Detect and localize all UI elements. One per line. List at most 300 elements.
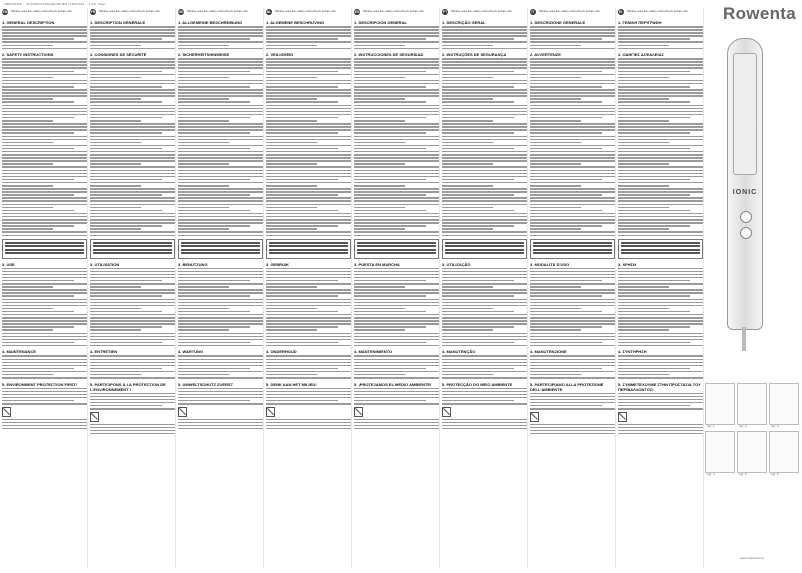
text-line: [530, 283, 615, 285]
figure-3: [769, 383, 799, 425]
text-line: [354, 222, 439, 224]
text-line: [442, 41, 527, 43]
text-line: [178, 292, 263, 294]
text-line: [530, 58, 615, 60]
text-line: [618, 427, 703, 429]
text-line: [530, 345, 615, 347]
text-line: [442, 302, 527, 304]
text-line: [354, 179, 426, 181]
text-line: [90, 365, 175, 367]
text-line: [618, 371, 703, 373]
text-line: [2, 132, 74, 134]
text-line: [442, 228, 493, 230]
text-line: [442, 48, 527, 50]
text-line: [2, 222, 87, 224]
text-line: [2, 371, 87, 373]
text-line: [90, 280, 162, 282]
text-line: [90, 299, 175, 301]
text-line: [354, 120, 405, 122]
text-line: [354, 163, 405, 165]
text-line: [178, 388, 263, 390]
recycling-icons: [442, 407, 527, 417]
text-line: [530, 29, 615, 31]
text-line: [90, 80, 175, 82]
text-line: [354, 108, 439, 110]
text-line: [266, 117, 338, 119]
text-line: [2, 117, 74, 119]
text-line: [618, 339, 703, 341]
text-line: [618, 61, 703, 63]
text-line: [354, 80, 439, 82]
text-line: [530, 314, 615, 316]
text-line: [90, 292, 175, 294]
text-line: [178, 67, 263, 69]
section-heading: 1. ΓΕΝΙΚΗ ΠΕΡΙΓΡΑΦΗ: [618, 20, 662, 25]
text-line: [530, 114, 615, 116]
text-line: [90, 336, 175, 338]
text-line: [354, 280, 426, 282]
text-line: [618, 139, 703, 141]
text-line: [178, 219, 263, 221]
text-line: [618, 345, 703, 347]
text-line: [266, 216, 351, 218]
text-line: [442, 216, 527, 218]
text-line: [266, 308, 317, 310]
warning-text-line: [269, 252, 348, 254]
text-line: [530, 185, 581, 187]
text-line: [618, 136, 703, 138]
text-line: [2, 98, 53, 100]
text-line: [178, 277, 263, 279]
text-line: [266, 71, 338, 73]
text-line: [266, 197, 351, 199]
text-line: [178, 48, 263, 50]
text-line: [178, 163, 229, 165]
text-line: [530, 38, 602, 40]
text-line: [266, 286, 317, 288]
text-line: [90, 308, 141, 310]
text-line: [442, 394, 527, 396]
text-line: [266, 154, 351, 156]
text-line: [266, 425, 351, 427]
text-line: [618, 111, 703, 113]
language-badge: PT: [442, 10, 448, 14]
text-line: [90, 105, 175, 107]
text-line: [354, 77, 405, 79]
text-line: [2, 129, 87, 131]
warning-box: [442, 239, 527, 259]
text-line: [266, 311, 338, 313]
warning-text-line: [621, 245, 700, 247]
text-line: [354, 365, 439, 367]
section-heading: 5. UMWELTSCHUTZ ZUERST: [178, 381, 234, 387]
text-line: [618, 163, 669, 165]
text-line: [178, 345, 263, 347]
text-line: [2, 185, 53, 187]
section-heading: 3. PUESTA EN MARCHA: [354, 261, 400, 267]
section-heading: 2. ΟΔΗΓΙΕΣ ΑΣΦΑΛΕΙΑΣ: [618, 52, 664, 58]
warning-text-line: [5, 242, 84, 244]
text-line: [618, 326, 690, 328]
text-line: [530, 210, 602, 212]
power-button-icon: [740, 211, 752, 223]
text-line: [2, 362, 87, 364]
text-line: [178, 64, 263, 66]
text-line: [2, 365, 87, 367]
text-line: [618, 95, 703, 97]
section-heading: 4. MANUTENZIONE: [530, 349, 567, 355]
text-line: [266, 151, 351, 153]
language-badge: ES: [354, 10, 360, 14]
text-line: [618, 120, 669, 122]
text-line: [354, 314, 439, 316]
text-line: [530, 188, 615, 190]
text-line: [354, 191, 439, 193]
text-line: [2, 368, 74, 370]
text-line: [442, 311, 514, 313]
text-line: [354, 89, 439, 91]
text-line: [90, 35, 175, 37]
text-line: [266, 403, 351, 405]
text-line: [266, 207, 317, 209]
text-line: [530, 396, 615, 398]
text-line: [530, 163, 581, 165]
text-line: [266, 58, 351, 60]
text-line: [266, 114, 351, 116]
text-line: [2, 314, 87, 316]
text-line: [530, 329, 581, 331]
text-line: [2, 154, 87, 156]
text-line: [178, 132, 250, 134]
text-line: [178, 136, 263, 138]
text-line: [442, 235, 527, 237]
text-line: [90, 64, 175, 66]
text-line: [178, 95, 263, 97]
text-line: [530, 216, 615, 218]
text-line: [530, 95, 615, 97]
text-line: [178, 41, 263, 43]
text-line: [90, 433, 175, 435]
text-line: [442, 274, 527, 276]
text-line: [530, 139, 615, 141]
text-line: [530, 89, 615, 91]
language-badge: IT: [531, 10, 535, 14]
text-line: [530, 219, 615, 221]
section-heading: 5. PROTECÇÃO DO MEIO AMBIENTE: [442, 381, 513, 387]
text-line: [530, 374, 581, 376]
section-heading: 1. DESCRIPTION GÉNÉRALE: [90, 20, 146, 25]
text-line: [530, 393, 615, 395]
text-line: [354, 188, 439, 190]
text-line: [530, 145, 615, 147]
text-line: [90, 176, 175, 178]
text-line: [442, 166, 527, 168]
recycling-icons: [266, 407, 351, 417]
text-line: [90, 207, 141, 209]
text-line: [2, 216, 87, 218]
text-line: [530, 108, 615, 110]
text-line: [530, 308, 581, 310]
text-line: [266, 126, 351, 128]
text-line: [618, 305, 703, 307]
text-line: [442, 333, 527, 335]
page-body: [266, 20, 351, 429]
page-body: [354, 20, 439, 429]
text-line: [2, 271, 87, 273]
text-line: [442, 89, 527, 91]
warning-text-line: [93, 242, 172, 244]
text-line: [618, 67, 703, 69]
text-line: [2, 425, 87, 427]
text-line: [90, 32, 175, 34]
text-line: [442, 355, 527, 357]
text-line: [442, 204, 527, 206]
text-line: [178, 403, 263, 405]
text-line: [178, 333, 263, 335]
text-line: [90, 402, 175, 404]
text-line: [2, 336, 87, 338]
text-line: [530, 222, 615, 224]
safety-note: Please read the safety instructions before use: [627, 9, 688, 14]
text-line: [442, 308, 493, 310]
text-line: [90, 424, 175, 426]
text-line: [90, 38, 162, 40]
text-line: [266, 274, 351, 276]
text-line: [178, 120, 229, 122]
text-line: [618, 295, 690, 297]
text-line: [442, 45, 493, 47]
text-line: [90, 271, 175, 273]
text-line: [2, 228, 53, 230]
text-line: [90, 374, 141, 376]
text-line: [2, 292, 87, 294]
text-line: [530, 191, 615, 193]
text-line: [354, 38, 426, 40]
text-line: [442, 323, 527, 325]
text-line: [618, 289, 703, 291]
text-line: [442, 188, 527, 190]
text-line: [618, 151, 703, 153]
text-line: [2, 86, 74, 88]
warning-text-line: [533, 252, 612, 254]
text-line: [2, 89, 87, 91]
section-heading: 2. INSTRUÇÕES DE SEGURANÇA: [442, 52, 507, 58]
text-line: [354, 308, 405, 310]
text-line: [90, 222, 175, 224]
text-line: [2, 32, 87, 34]
crossed-bin-icon: [530, 412, 539, 422]
text-line: [90, 200, 175, 202]
text-line: [178, 142, 229, 144]
text-line: [2, 35, 87, 37]
text-line: [442, 292, 527, 294]
crossed-bin-icon: [2, 407, 11, 417]
section-heading: 5. ENVIRONMENT PROTECTION FIRST!: [2, 381, 78, 387]
text-line: [2, 388, 87, 390]
text-line: [178, 197, 263, 199]
text-line: [618, 92, 703, 94]
text-line: [2, 170, 87, 172]
text-line: [442, 362, 527, 364]
crossed-bin-icon: [354, 407, 363, 417]
text-line: [178, 154, 263, 156]
text-line: [90, 160, 175, 162]
text-line: [2, 123, 87, 125]
text-line: [354, 329, 405, 331]
text-line: [178, 216, 263, 218]
text-line: [442, 32, 527, 34]
manual-page-fr: [90, 8, 176, 568]
text-line: [266, 271, 351, 273]
text-line: [90, 67, 175, 69]
text-line: [2, 394, 87, 396]
text-line: [530, 225, 602, 227]
text-line: [530, 197, 615, 199]
text-line: [178, 101, 250, 103]
text-line: [178, 139, 263, 141]
warning-text-line: [445, 242, 524, 244]
text-line: [530, 105, 615, 107]
text-line: [442, 231, 527, 233]
warning-box: [530, 239, 615, 259]
page-header: [618, 8, 703, 16]
text-line: [618, 166, 703, 168]
crossed-bin-icon: [442, 407, 451, 417]
text-line: [354, 95, 439, 97]
text-line: [266, 176, 351, 178]
text-line: [530, 228, 581, 230]
figure-6: [769, 431, 799, 473]
warning-box: [266, 239, 351, 259]
section-heading: 1. GENERAL DESCRIPTION: [2, 20, 55, 25]
text-line: [90, 339, 175, 341]
text-line: [354, 71, 426, 73]
text-line: [354, 41, 439, 43]
warning-text-line: [181, 245, 260, 247]
text-line: [354, 271, 439, 273]
text-line: [618, 89, 703, 91]
text-line: [618, 399, 703, 401]
text-line: [442, 345, 527, 347]
text-line: [178, 271, 263, 273]
section-heading: 5. ¡PROTEJAMOS EL MEDIO AMBIENTE!: [354, 381, 432, 387]
text-line: [618, 355, 703, 357]
text-line: [354, 374, 405, 376]
text-line: [90, 151, 175, 153]
text-line: [442, 29, 527, 31]
text-line: [2, 83, 87, 85]
figure-1: [705, 383, 735, 425]
text-line: [178, 342, 250, 344]
text-line: [530, 132, 602, 134]
text-line: [530, 71, 602, 73]
text-line: [178, 397, 263, 399]
text-line: [90, 235, 175, 237]
text-line: [530, 120, 581, 122]
text-line: [2, 41, 87, 43]
text-line: [266, 391, 351, 393]
warning-text-line: [533, 249, 612, 251]
text-line: [530, 333, 615, 335]
text-line: [178, 207, 229, 209]
text-line: [530, 173, 615, 175]
manual-page-el: [618, 8, 704, 568]
text-line: [530, 336, 615, 338]
text-line: [618, 302, 703, 304]
text-line: [266, 194, 338, 196]
text-line: [178, 32, 263, 34]
text-line: [354, 126, 439, 128]
text-line: [354, 67, 439, 69]
text-line: [442, 120, 493, 122]
text-line: [178, 286, 229, 288]
section-heading: 3. ΧΡΗΣΗ: [618, 261, 636, 267]
text-line: [90, 405, 162, 407]
text-line: [2, 428, 87, 430]
text-line: [354, 61, 439, 63]
text-line: [354, 207, 405, 209]
text-line: [354, 231, 439, 233]
text-line: [618, 277, 703, 279]
text-line: [354, 368, 426, 370]
text-line: [90, 396, 175, 398]
text-line: [530, 148, 602, 150]
section-heading: 2. SAFETY INSTRUCTIONS: [2, 52, 54, 58]
text-line: [178, 289, 263, 291]
text-line: [266, 295, 338, 297]
text-line: [90, 111, 175, 113]
text-line: [442, 280, 514, 282]
warning-text-line: [621, 242, 700, 244]
text-line: [266, 111, 351, 113]
text-line: [442, 129, 527, 131]
text-line: [178, 231, 263, 233]
text-line: [618, 58, 703, 60]
text-line: [2, 283, 87, 285]
warning-text-line: [621, 249, 700, 251]
text-line: [530, 32, 615, 34]
text-line: [178, 320, 263, 322]
text-line: [442, 148, 514, 150]
text-line: [2, 182, 87, 184]
crossed-bin-icon: [90, 412, 99, 422]
text-line: [90, 342, 162, 344]
text-line: [354, 286, 405, 288]
text-line: [354, 182, 439, 184]
text-line: [442, 283, 527, 285]
text-line: [618, 154, 703, 156]
text-line: [618, 64, 703, 66]
text-line: [90, 101, 162, 103]
text-line: [2, 126, 87, 128]
text-line: [354, 302, 439, 304]
text-line: [266, 374, 317, 376]
figure-label: Fig. 1: [707, 424, 715, 428]
text-line: [2, 391, 87, 393]
text-line: [266, 48, 351, 50]
text-line: [178, 419, 263, 421]
text-line: [618, 148, 690, 150]
text-line: [266, 45, 317, 47]
text-line: [530, 295, 602, 297]
page-body: [618, 20, 703, 434]
text-line: [618, 191, 703, 193]
text-line: [90, 139, 175, 141]
page-body: [178, 20, 263, 429]
text-line: [2, 377, 87, 379]
section-heading: 4. ENTRETIEN: [90, 349, 118, 355]
text-line: [442, 101, 514, 103]
